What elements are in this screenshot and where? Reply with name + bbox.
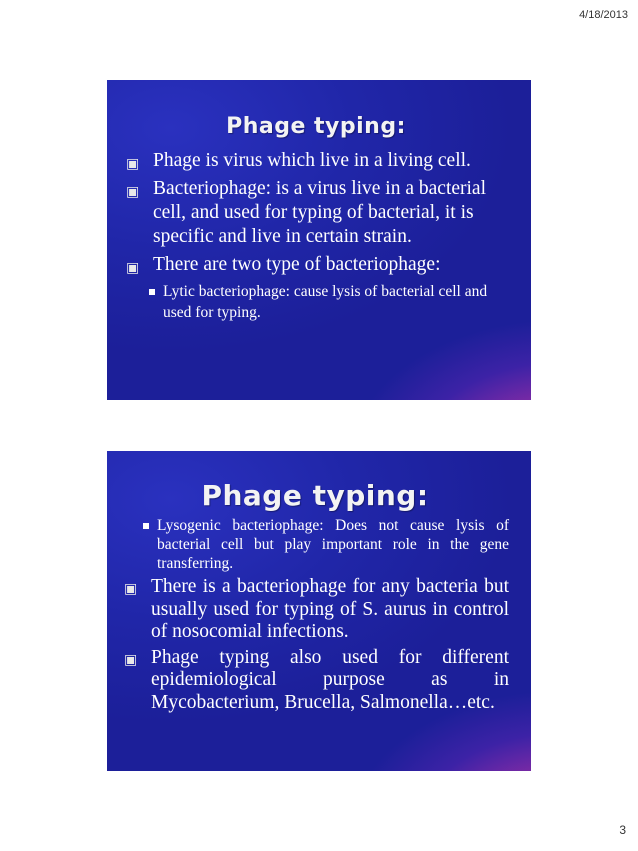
page-date: 4/18/2013	[579, 9, 628, 21]
bullet-item: ▣ There is a bacteriophage for any bacteria but usually used for typing of S. aurus in control of nosocomial infections.	[121, 576, 509, 644]
sub-bullet-item: Lytic bacteriophage: cause lysis of bacterial cell and used for typing.	[145, 281, 509, 323]
bullet-item: ▣ Phage is virus which live in a living cell.	[123, 149, 509, 173]
slide-phage-typing-2	[107, 451, 531, 771]
bullet-list	[123, 149, 509, 323]
bullet-item: ▣ Phage typing also used for different epidemiological purpose as in Mycobacterium, Brucella, Salmonella…etc.	[121, 647, 509, 715]
sub-bullet-item: Lysogenic bacteriophage: Does not cause lysis of bacterial cell but play important role in the gene transferring.	[139, 516, 509, 573]
bullet-list	[121, 516, 509, 714]
bullet-item: ▣ Bacteriophage: is a virus live in a bacterial cell, and used for typing of bacterial, it is specific and live in certain strain.	[123, 177, 509, 249]
slide-title: Phage typing:	[226, 114, 406, 139]
bullet-item: ▣ There are two type of bacteriophage:	[123, 253, 509, 277]
page-number: 3	[619, 823, 626, 837]
slide-title: Phage typing:	[201, 479, 429, 512]
slide-phage-typing-1	[107, 80, 531, 400]
